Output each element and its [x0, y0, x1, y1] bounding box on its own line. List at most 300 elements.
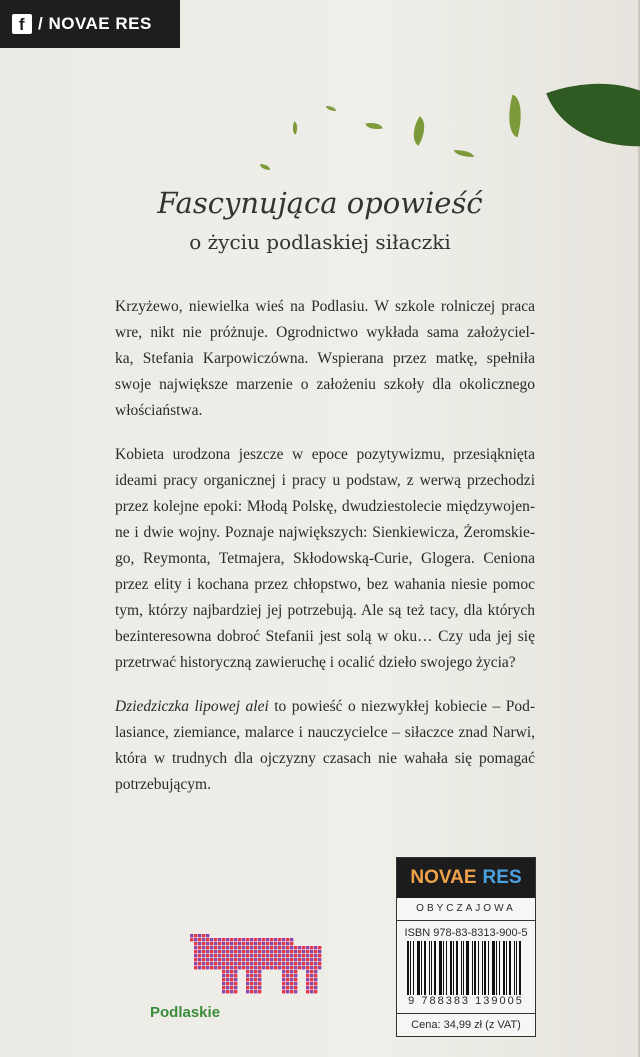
mosaic-tile	[218, 946, 221, 949]
mosaic-tile	[210, 946, 213, 949]
mosaic-tile	[290, 946, 293, 949]
text-line: przez kolejne epoki: Młodą Polskę, dwudziestolecie międzywojen-	[115, 498, 535, 515]
mosaic-tile	[218, 950, 221, 953]
barcode-bar	[472, 941, 473, 995]
mosaic-tile	[194, 958, 197, 961]
mosaic-tile	[226, 946, 229, 949]
mosaic-tile	[286, 990, 289, 993]
mosaic-tile	[234, 946, 237, 949]
mosaic-tile	[238, 966, 241, 969]
mosaic-tile	[246, 990, 249, 993]
mosaic-tile	[286, 978, 289, 981]
paragraph-1	[115, 294, 535, 424]
mosaic-tile	[246, 950, 249, 953]
mosaic-tile	[298, 966, 301, 969]
mosaic-tile	[314, 962, 317, 965]
mosaic-tile	[242, 938, 245, 941]
mosaic-tile	[222, 974, 225, 977]
barcode-bar	[410, 941, 411, 995]
text-line: bezinteresowna dobroć Stefanii jest solą w oku… Czy uda jej się	[115, 628, 535, 645]
mosaic-tile	[206, 966, 209, 969]
mosaic-tile	[214, 942, 217, 945]
mosaic-tile	[310, 946, 313, 949]
mosaic-tile	[262, 942, 265, 945]
mosaic-tile	[258, 974, 261, 977]
leaf-icon	[406, 116, 431, 146]
mosaic-tile	[258, 982, 261, 985]
mosaic-tile	[218, 962, 221, 965]
mosaic-tile	[226, 942, 229, 945]
mosaic-tile	[238, 942, 241, 945]
mosaic-tile	[194, 950, 197, 953]
brand-novae: NOVAE	[410, 867, 477, 888]
mosaic-tile	[218, 958, 221, 961]
mosaic-tile	[214, 954, 217, 957]
isbn-price-box	[396, 857, 536, 1037]
mosaic-tile	[214, 958, 217, 961]
mosaic-tile	[262, 962, 265, 965]
mosaic-tile	[286, 950, 289, 953]
mosaic-tile	[206, 938, 209, 941]
text-line	[115, 694, 535, 720]
mosaic-tile	[258, 938, 261, 941]
mosaic-tile	[258, 958, 261, 961]
mosaic-tile	[314, 950, 317, 953]
mosaic-tile	[234, 950, 237, 953]
mosaic-tile	[234, 970, 237, 973]
text-line: ideami pracy organicznej i pracy u podstaw, z werwą przechodzi	[115, 472, 535, 489]
mosaic-tile	[226, 954, 229, 957]
isbn: ISBN 978-83-8313-900-5	[404, 927, 528, 939]
mosaic-tile	[226, 962, 229, 965]
barcode-bar	[439, 941, 442, 995]
mosaic-tile	[222, 946, 225, 949]
tagline-script: Fascynująca opowieść	[157, 186, 483, 220]
mosaic-tile	[226, 986, 229, 989]
mosaic-tile	[270, 946, 273, 949]
mosaic-tile	[246, 974, 249, 977]
mosaic-tile	[286, 942, 289, 945]
mosaic-tile	[282, 958, 285, 961]
mosaic-tile	[202, 962, 205, 965]
mosaic-tile	[254, 990, 257, 993]
mosaic-tile	[258, 966, 261, 969]
barcode-bar	[424, 941, 426, 995]
mosaic-tile	[286, 970, 289, 973]
mosaic-tile	[258, 978, 261, 981]
mosaic-tile	[270, 966, 273, 969]
mosaic-tile	[306, 974, 309, 977]
text-line: tym, którzy najbardziej jej potrzebują. Ale są też tacy, dla których	[115, 602, 535, 619]
mosaic-tile	[222, 970, 225, 973]
publisher-badge	[0, 0, 180, 48]
mosaic-tile	[234, 954, 237, 957]
mosaic-tile	[310, 950, 313, 953]
mosaic-tile	[318, 958, 321, 961]
mosaic-tile	[234, 986, 237, 989]
mosaic-tile	[222, 942, 225, 945]
barcode-bar	[496, 941, 497, 995]
mosaic-tile	[254, 974, 257, 977]
mosaic-tile	[286, 954, 289, 957]
mosaic-tile	[242, 962, 245, 965]
mosaic-tile	[294, 990, 297, 993]
mosaic-tile	[290, 990, 293, 993]
mosaic-tile	[286, 982, 289, 985]
mosaic-tile	[294, 954, 297, 957]
barcode-bar	[492, 941, 495, 995]
mosaic-tile	[234, 966, 237, 969]
mosaic-tile	[310, 966, 313, 969]
mosaic-tile	[226, 990, 229, 993]
barcode-bar	[503, 941, 505, 995]
mosaic-tile	[278, 942, 281, 945]
mosaic-tile	[298, 946, 301, 949]
mosaic-tile	[222, 938, 225, 941]
mosaic-tile	[314, 946, 317, 949]
mosaic-tile	[282, 990, 285, 993]
mosaic-tile	[206, 946, 209, 949]
mosaic-tile	[262, 966, 265, 969]
mosaic-tile	[270, 942, 273, 945]
mosaic-tile	[234, 982, 237, 985]
mosaic-tile	[250, 938, 253, 941]
mosaic-tile	[238, 946, 241, 949]
mosaic-tile	[258, 942, 261, 945]
mosaic-tile	[298, 954, 301, 957]
mosaic-tile	[314, 986, 317, 989]
mosaic-tile	[266, 958, 269, 961]
mosaic-tile	[246, 986, 249, 989]
brand-res: RES	[482, 867, 522, 888]
mosaic-tile	[202, 958, 205, 961]
barcode-bar	[488, 941, 489, 995]
leaf-icon	[454, 150, 474, 157]
mosaic-tile	[230, 950, 233, 953]
mosaic-tile	[230, 942, 233, 945]
mosaic-tile	[246, 982, 249, 985]
barcode-bar	[453, 941, 454, 995]
text-line: przez elity i kochana przez chłopstwo, bez wahania niesie pomoc	[115, 576, 535, 593]
mosaic-tile	[254, 958, 257, 961]
text-line: lasiance, ziemiance, malarce i nauczycielce – siłaczce znad Narwi,	[115, 724, 535, 741]
mosaic-tile	[282, 978, 285, 981]
barcode-bar	[443, 941, 444, 995]
mosaic-tile	[246, 946, 249, 949]
mosaic-tile	[226, 978, 229, 981]
mosaic-tile	[318, 946, 321, 949]
mosaic-tile	[314, 970, 317, 973]
mosaic-tile	[230, 974, 233, 977]
mosaic-tile	[286, 958, 289, 961]
mosaic-tile	[202, 934, 205, 937]
mosaic-tile	[250, 942, 253, 945]
mosaic-tile	[282, 986, 285, 989]
text-line: wre, nikt nie próżnuje. Ogrodnictwo wykłada sama założyciel-	[115, 324, 535, 341]
mosaic-tile	[194, 962, 197, 965]
mosaic-tile	[278, 962, 281, 965]
text-line: ka, Stefania Karpowiczówna. Wspierana przez matkę, spełniła	[115, 350, 535, 367]
mosaic-tile	[290, 982, 293, 985]
barcode-bar	[461, 941, 462, 995]
mosaic-tile	[194, 954, 197, 957]
mosaic-tile	[282, 938, 285, 941]
mosaic-tile	[194, 942, 197, 945]
mosaic-tile	[254, 950, 257, 953]
mosaic-tile	[294, 974, 297, 977]
large-leaf-icon	[546, 52, 640, 178]
mosaic-tile	[286, 966, 289, 969]
leaf-icon	[326, 106, 336, 111]
barcode-bar	[446, 941, 447, 995]
mosaic-tile	[318, 966, 321, 969]
mosaic-tile	[218, 942, 221, 945]
mosaic-tile	[214, 938, 217, 941]
mosaic-tile	[250, 954, 253, 957]
mosaic-tile	[234, 962, 237, 965]
text-line: potrzebującym.	[115, 776, 211, 793]
mosaic-tile	[198, 954, 201, 957]
mosaic-tile	[198, 938, 201, 941]
mosaic-tile	[230, 966, 233, 969]
mosaic-tile	[310, 986, 313, 989]
mosaic-tile	[230, 982, 233, 985]
mosaic-tile	[306, 962, 309, 965]
mosaic-tile	[250, 958, 253, 961]
mosaic-tile	[202, 954, 205, 957]
mosaic-tile	[230, 962, 233, 965]
mosaic-tile	[310, 974, 313, 977]
text-line: go, Reymonta, Tetmajera, Skłodowską-Curie, Glogera. Ceniona	[115, 550, 535, 567]
mosaic-tile	[250, 982, 253, 985]
mosaic-tile	[290, 978, 293, 981]
barcode-bar	[407, 941, 409, 995]
mosaic-tile	[274, 966, 277, 969]
mosaic-tile	[298, 958, 301, 961]
mosaic-tile	[234, 942, 237, 945]
mosaic-tile	[210, 950, 213, 953]
mosaic-tile	[226, 982, 229, 985]
mosaic-tile	[258, 962, 261, 965]
mosaic-tile	[302, 962, 305, 965]
mosaic-tile	[238, 950, 241, 953]
mosaic-tile	[270, 958, 273, 961]
mosaic-tile	[190, 938, 193, 941]
mosaic-tile	[262, 950, 265, 953]
barcode-bar	[478, 941, 479, 995]
publisher-logo	[397, 858, 535, 898]
mosaic-tile	[226, 958, 229, 961]
mosaic-tile	[306, 946, 309, 949]
mosaic-tile	[222, 966, 225, 969]
mosaic-tile	[270, 962, 273, 965]
barcode-bar	[413, 941, 414, 995]
mosaic-tile	[246, 970, 249, 973]
mosaic-tile	[234, 938, 237, 941]
mosaic-tile	[310, 962, 313, 965]
barcode-bar	[450, 941, 452, 995]
mosaic-tile	[282, 974, 285, 977]
mosaic-tile	[278, 966, 281, 969]
mosaic-tile	[302, 946, 305, 949]
mosaic-tile	[254, 946, 257, 949]
barcode-bar	[429, 941, 430, 995]
podlaskie-bison-logo	[190, 930, 330, 1010]
mosaic-tile	[258, 970, 261, 973]
mosaic-tile	[254, 986, 257, 989]
leaf-icon	[260, 164, 270, 170]
mosaic-tile	[226, 970, 229, 973]
mosaic-tile	[202, 942, 205, 945]
text-line: ne i dwie wojny. Poznaje największych: Sienkiewicza, Żeromskie-	[115, 524, 535, 541]
mosaic-tile	[210, 962, 213, 965]
mosaic-tile	[286, 946, 289, 949]
mosaic-tile	[306, 966, 309, 969]
mosaic-tile	[246, 978, 249, 981]
mosaic-tile	[282, 950, 285, 953]
mosaic-tile	[278, 946, 281, 949]
mosaic-tile	[250, 962, 253, 965]
barcode-bar	[499, 941, 500, 995]
mosaic-tile	[258, 990, 261, 993]
mosaic-tile	[290, 954, 293, 957]
mosaic-tile	[262, 958, 265, 961]
blurb	[115, 294, 535, 816]
mosaic-tile	[230, 986, 233, 989]
barcode-bar	[482, 941, 483, 995]
mosaic-tile	[214, 962, 217, 965]
mosaic-tile	[314, 990, 317, 993]
mosaic-tile	[198, 942, 201, 945]
mosaic-tile	[230, 990, 233, 993]
mosaic-tile	[230, 978, 233, 981]
mosaic-tile	[230, 954, 233, 957]
mosaic-tile	[254, 982, 257, 985]
text-line: włościaństwa.	[115, 402, 203, 419]
mosaic-tile	[294, 946, 297, 949]
mosaic-tile	[194, 946, 197, 949]
leaf-icon	[290, 121, 300, 134]
mosaic-tile	[274, 954, 277, 957]
mosaic-tile	[290, 942, 293, 945]
mosaic-tile	[314, 954, 317, 957]
leaf-icon	[502, 95, 528, 138]
text-fragment: to powieść o niezwykłej kobiecie – Pod-	[268, 698, 535, 715]
mosaic-tile	[314, 982, 317, 985]
mosaic-tile	[242, 946, 245, 949]
mosaic-tile	[286, 974, 289, 977]
mosaic-tile	[310, 954, 313, 957]
mosaic-tile	[226, 974, 229, 977]
mosaic-tile	[222, 978, 225, 981]
mosaic-tile	[206, 962, 209, 965]
mosaic-tile	[266, 938, 269, 941]
mosaic-tile	[294, 978, 297, 981]
mosaic-tile	[202, 966, 205, 969]
mosaic-tile	[270, 950, 273, 953]
mosaic-tile	[230, 970, 233, 973]
mosaic-tile	[234, 958, 237, 961]
text-line: Krzyżewo, niewielka wieś na Podlasiu. W szkole rolniczej praca	[115, 298, 535, 315]
barcode-bar	[417, 941, 420, 995]
mosaic-tile	[230, 946, 233, 949]
text-line: która w trudnych dla ojczyzny czasach nie wahała się pomagać	[115, 750, 535, 767]
mosaic-tile	[206, 942, 209, 945]
mosaic-tile	[198, 934, 201, 937]
mosaic-tile	[274, 958, 277, 961]
mosaic-tile	[274, 942, 277, 945]
mosaic-tile	[294, 950, 297, 953]
mosaic-tile	[294, 982, 297, 985]
mosaic-tile	[266, 946, 269, 949]
mosaic-tile	[290, 938, 293, 941]
mosaic-tile	[258, 950, 261, 953]
genre-label: OBYCZAJOWA	[397, 898, 535, 921]
mosaic-tile	[210, 942, 213, 945]
mosaic-tile	[250, 978, 253, 981]
mosaic-tile	[274, 946, 277, 949]
mosaic-tile	[278, 958, 281, 961]
mosaic-tile	[194, 934, 197, 937]
mosaic-tile	[210, 958, 213, 961]
mosaic-tile	[222, 982, 225, 985]
mosaic-tile	[270, 938, 273, 941]
mosaic-tile	[250, 990, 253, 993]
mosaic-tile	[254, 942, 257, 945]
mosaic-tile	[206, 954, 209, 957]
barcode-bar	[514, 941, 515, 995]
mosaic-tile	[282, 966, 285, 969]
mosaic-tile	[314, 958, 317, 961]
mosaic-tile	[286, 962, 289, 965]
mosaic-tile	[242, 966, 245, 969]
mosaic-tile	[246, 954, 249, 957]
mosaic-tile	[254, 966, 257, 969]
mosaic-tile	[306, 990, 309, 993]
mosaic-tile	[198, 946, 201, 949]
mosaic-tile	[282, 970, 285, 973]
mosaic-tile	[206, 950, 209, 953]
mosaic-tile	[310, 978, 313, 981]
mosaic-tile	[226, 966, 229, 969]
mosaic-tile	[258, 954, 261, 957]
mosaic-tile	[318, 950, 321, 953]
mosaic-tile	[222, 962, 225, 965]
mosaic-tile	[238, 938, 241, 941]
mosaic-tile	[306, 986, 309, 989]
mosaic-tile	[214, 946, 217, 949]
mosaic-tile	[282, 982, 285, 985]
barcode-bar	[506, 941, 507, 995]
barcode-bar	[466, 941, 469, 995]
mosaic-tile	[238, 962, 241, 965]
mosaic-tile	[198, 950, 201, 953]
mosaic-tile	[286, 938, 289, 941]
mosaic-tile	[202, 950, 205, 953]
mosaic-tile	[314, 974, 317, 977]
mosaic-tile	[222, 986, 225, 989]
mosaic-tile	[246, 938, 249, 941]
facebook-icon: f	[12, 14, 32, 34]
badge-label: / NOVAE RES	[38, 14, 152, 33]
mosaic-tile	[242, 950, 245, 953]
mosaic-tile	[318, 962, 321, 965]
mosaic-tile	[194, 966, 197, 969]
text-line: Kobieta urodzona jeszcze w epoce pozytywizmu, przesiąknięta	[115, 446, 535, 463]
mosaic-tile	[234, 978, 237, 981]
mosaic-tile	[266, 950, 269, 953]
mosaic-tile	[198, 958, 201, 961]
